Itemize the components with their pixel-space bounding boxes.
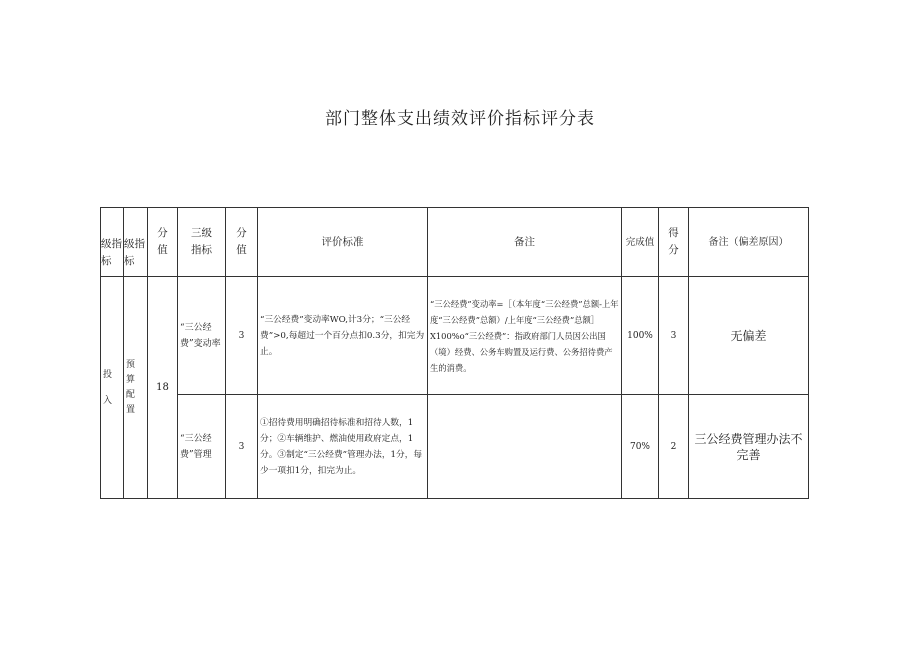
header-level3: 三级指标 [178, 208, 226, 277]
header-score: 分值 [148, 208, 178, 277]
group-score-cell: 18 [148, 277, 178, 499]
header-level2: 级指标 [124, 208, 148, 277]
criteria-cell: “三公经费”变动率WO,计3分；“三公经费”>0,每超过一个百分点扣0.3分，扣完为止。 [258, 277, 428, 395]
header-completion: 完成值 [622, 208, 659, 277]
level3-cell: “三公经费”变动率 [178, 277, 226, 395]
criteria-cell: ①招待费用明确招待标准和招待人数，1分；②车辆维护、燃油使用政府定点，1分。③制定“三公经费”管理办法，1分，每少一项扣1分，扣完为止。 [258, 395, 428, 499]
got-cell: 2 [659, 395, 689, 499]
completion-cell: 100% [622, 277, 659, 395]
deviation-cell: 三公经费管理办法不完善 [689, 395, 809, 499]
sub-score-cell: 3 [226, 277, 258, 395]
header-row [101, 208, 689, 277]
note-cell: “三公经费”变动率=［（本年度“三公经费”总额-上年度“三公经费”总额）/上年度“三公经费”总额］X100%o“三公经费”：指政府部门人员因公出国（境）经费、公务车购置及运行费、公务招待费产生的消费。 [428, 277, 622, 395]
deviation-table [688, 207, 809, 499]
header-deviation: 备注（偏差原因） [689, 208, 809, 277]
evaluation-table [100, 207, 689, 499]
header-level1: 级指标 [101, 208, 124, 277]
header-sub-score: 分值 [226, 208, 258, 277]
sub-score-cell: 3 [226, 395, 258, 499]
deviation-cell: 无偏差 [689, 277, 809, 395]
completion-cell: 70% [622, 395, 659, 499]
level1-cell: 投入 [101, 277, 124, 499]
note-cell [428, 395, 622, 499]
header-criteria: 评价标准 [258, 208, 428, 277]
table-row [101, 395, 689, 499]
header-got: 得分 [659, 208, 689, 277]
page-title: 部门整体支出绩效评价指标评分表 [325, 109, 595, 129]
got-cell: 3 [659, 277, 689, 395]
level2-cell: 预算配置 [124, 277, 148, 499]
level3-cell: “三公经费”管理 [178, 395, 226, 499]
header-note: 备注 [428, 208, 622, 277]
table-row [101, 277, 689, 395]
